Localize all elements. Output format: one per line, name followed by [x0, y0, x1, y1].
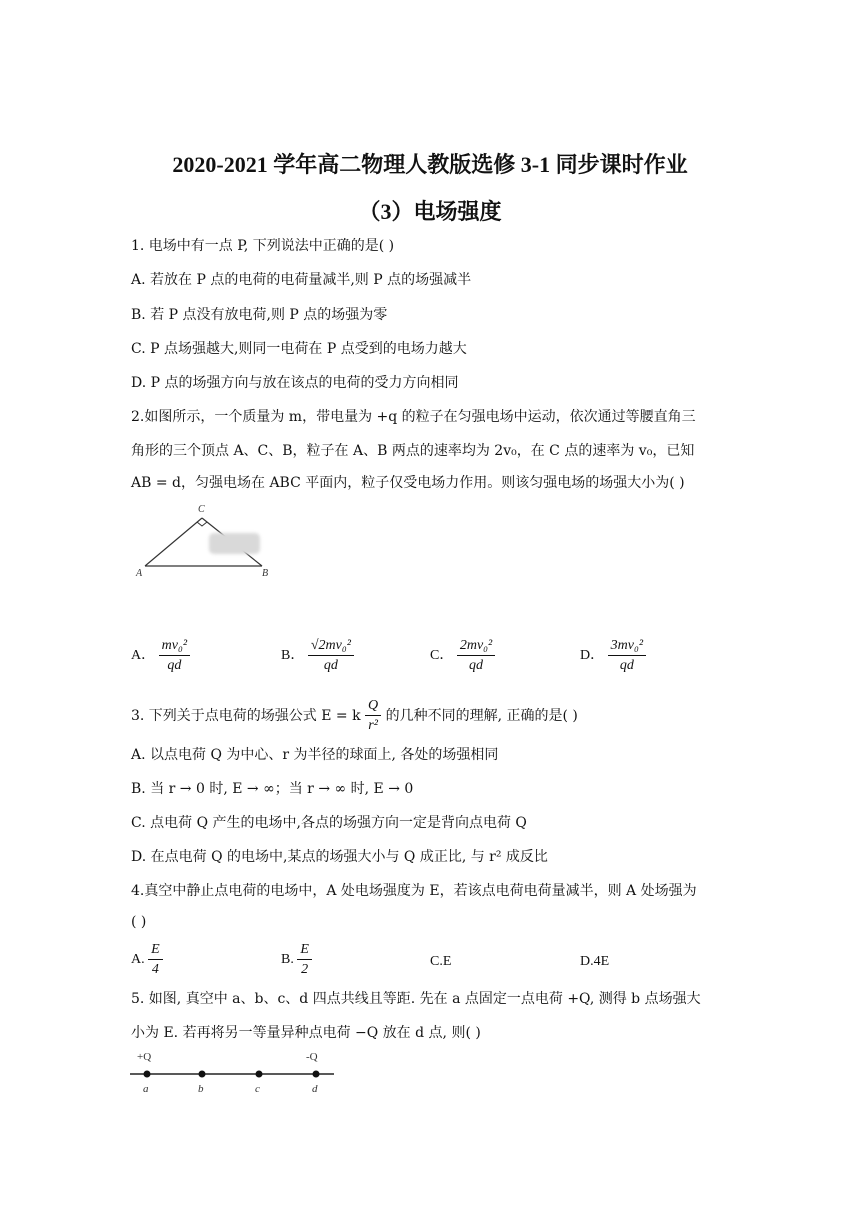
q1-option-b: B. 若 P 点没有放电荷,则 P 点的场强为零	[131, 307, 388, 323]
charge-label-plus-q: +Q	[137, 1051, 152, 1063]
q4-option-c: C.E	[430, 954, 452, 969]
q2-option-c-denominator: qd	[469, 658, 484, 673]
q2-option-c	[430, 638, 495, 674]
vertex-label-c: C	[198, 504, 205, 515]
q2-option-a-numerator: mv₀²	[159, 638, 190, 656]
q4-option-b-numerator: E	[297, 942, 312, 960]
q2-option-a-label: A．	[131, 648, 156, 664]
q3-formula-numerator: Q	[365, 698, 381, 716]
q2-option-b-label: B．	[281, 648, 305, 664]
q2-stem-line-3: AB = d，匀强电场在 ABC 平面内，粒子仅受电场力作用。则该匀强电场的场强大小为( )	[131, 475, 685, 491]
point-label-a: a	[143, 1083, 149, 1095]
q2-stem-line-2: 角形的三个顶点 A、C、B，粒子在 A、B 两点的速率均为 2v₀，在 C 点的速率为 v₀，已知	[131, 443, 695, 459]
q5-collinear-points-figure	[128, 1046, 338, 1098]
q4-option-a-fraction	[148, 942, 163, 978]
document-title-line-2: （3）电场强度	[358, 199, 502, 224]
q2-option-b	[281, 638, 354, 674]
q2-option-c-fraction	[457, 638, 495, 674]
q2-option-b-numerator: √2mv₀²	[308, 638, 354, 656]
q4-option-b-denominator: 2	[301, 962, 309, 977]
vertex-label-a: A	[136, 568, 143, 579]
charge-label-minus-q: -Q	[306, 1051, 318, 1063]
q4-option-a-denominator: 4	[151, 962, 159, 977]
triangle-side-ac	[145, 518, 202, 566]
point-label-d: d	[312, 1083, 318, 1095]
q2-option-d-label: D．	[580, 648, 605, 664]
q4-stem-line-1: 4.真空中静止点电荷的电场中，A 处电场强度为 E，若该点电荷电荷量减半，则 A 处场强为	[131, 883, 697, 899]
point-b-dot	[199, 1071, 206, 1078]
point-a-dot	[144, 1071, 151, 1078]
vertex-label-b: B	[262, 568, 269, 579]
q3-stem-suffix: 的几种不同的理解, 正确的是( )	[385, 708, 578, 724]
q2-option-a-denominator: qd	[167, 658, 182, 673]
q2-option-d-numerator: 3mv₀²	[608, 638, 646, 656]
right-angle-mark	[197, 522, 207, 526]
q2-option-d-fraction	[608, 638, 646, 674]
q4-stem-line-2: ( )	[131, 914, 147, 930]
q3-option-b: B. 当 r → 0 时, E → ∞；当 r → ∞ 时, E → 0	[131, 781, 414, 797]
q4-option-a	[131, 942, 163, 978]
q2-stem-line-1: 2.如图所示，一个质量为 m，带电量为 +q 的粒子在匀强电场中运动，依次通过等腰直角三	[131, 409, 696, 425]
q4-option-b-label: B.	[281, 952, 294, 968]
q2-option-c-label: C．	[430, 648, 454, 664]
q2-option-c-numerator: 2mv₀²	[457, 638, 495, 656]
q5-stem-line-1: 5. 如图, 真空中 a、b、c、d 四点共线且等距. 先在 a 点固定一点电荷 +Q, 测得 b 点场强大	[131, 991, 701, 1007]
q1-stem: 1. 电场中有一点 P, 下列说法中正确的是( )	[131, 238, 395, 254]
q3-stem	[131, 698, 578, 734]
point-label-c: c	[255, 1083, 260, 1095]
point-label-b: b	[198, 1083, 204, 1095]
q2-option-b-fraction	[308, 638, 354, 674]
q4-option-a-label: A.	[131, 952, 145, 968]
q2-option-a-fraction	[159, 638, 190, 674]
q1-option-a: A. 若放在 P 点的电荷的电荷量减半,则 P 点的场强减半	[131, 272, 472, 288]
point-d-dot	[313, 1071, 320, 1078]
q4-option-d: D.4E	[580, 954, 610, 969]
q3-formula-fraction	[365, 698, 381, 734]
q4-option-a-numerator: E	[148, 942, 163, 960]
q4-option-b-fraction	[297, 942, 312, 978]
q4-option-b	[281, 942, 312, 978]
q1-option-d: D. P 点的场强方向与放在该点的电荷的受力方向相同	[131, 375, 459, 391]
q5-stem-line-2: 小为 E. 若再将另一等量异种点电荷 −Q 放在 d 点, 则( )	[131, 1025, 481, 1041]
q2-option-d	[580, 638, 646, 674]
q3-option-c: C. 点电荷 Q 产生的电场中,各点的场强方向一定是背向点电荷 Q	[131, 815, 527, 831]
document-title-line-1: 2020-2021 学年高二物理人教版选修 3-1 同步课时作业	[172, 152, 688, 177]
q3-stem-prefix: 3. 下列关于点电荷的场强公式 E = k	[131, 708, 361, 724]
q1-option-c: C. P 点场强越大,则同一电荷在 P 点受到的电场力越大	[131, 341, 467, 357]
q2-option-d-denominator: qd	[619, 658, 634, 673]
point-c-dot	[256, 1071, 263, 1078]
q3-formula-denominator: r²	[368, 718, 378, 733]
q3-option-a: A. 以点电荷 Q 为中心、r 为半径的球面上, 各处的场强相同	[131, 747, 499, 763]
redacted-watermark	[209, 533, 260, 554]
q2-option-a	[131, 638, 190, 674]
q3-option-d: D. 在点电荷 Q 的电场中,某点的场强大小与 Q 成正比, 与 r² 成反比	[131, 849, 548, 865]
q2-option-b-denominator: qd	[323, 658, 338, 673]
